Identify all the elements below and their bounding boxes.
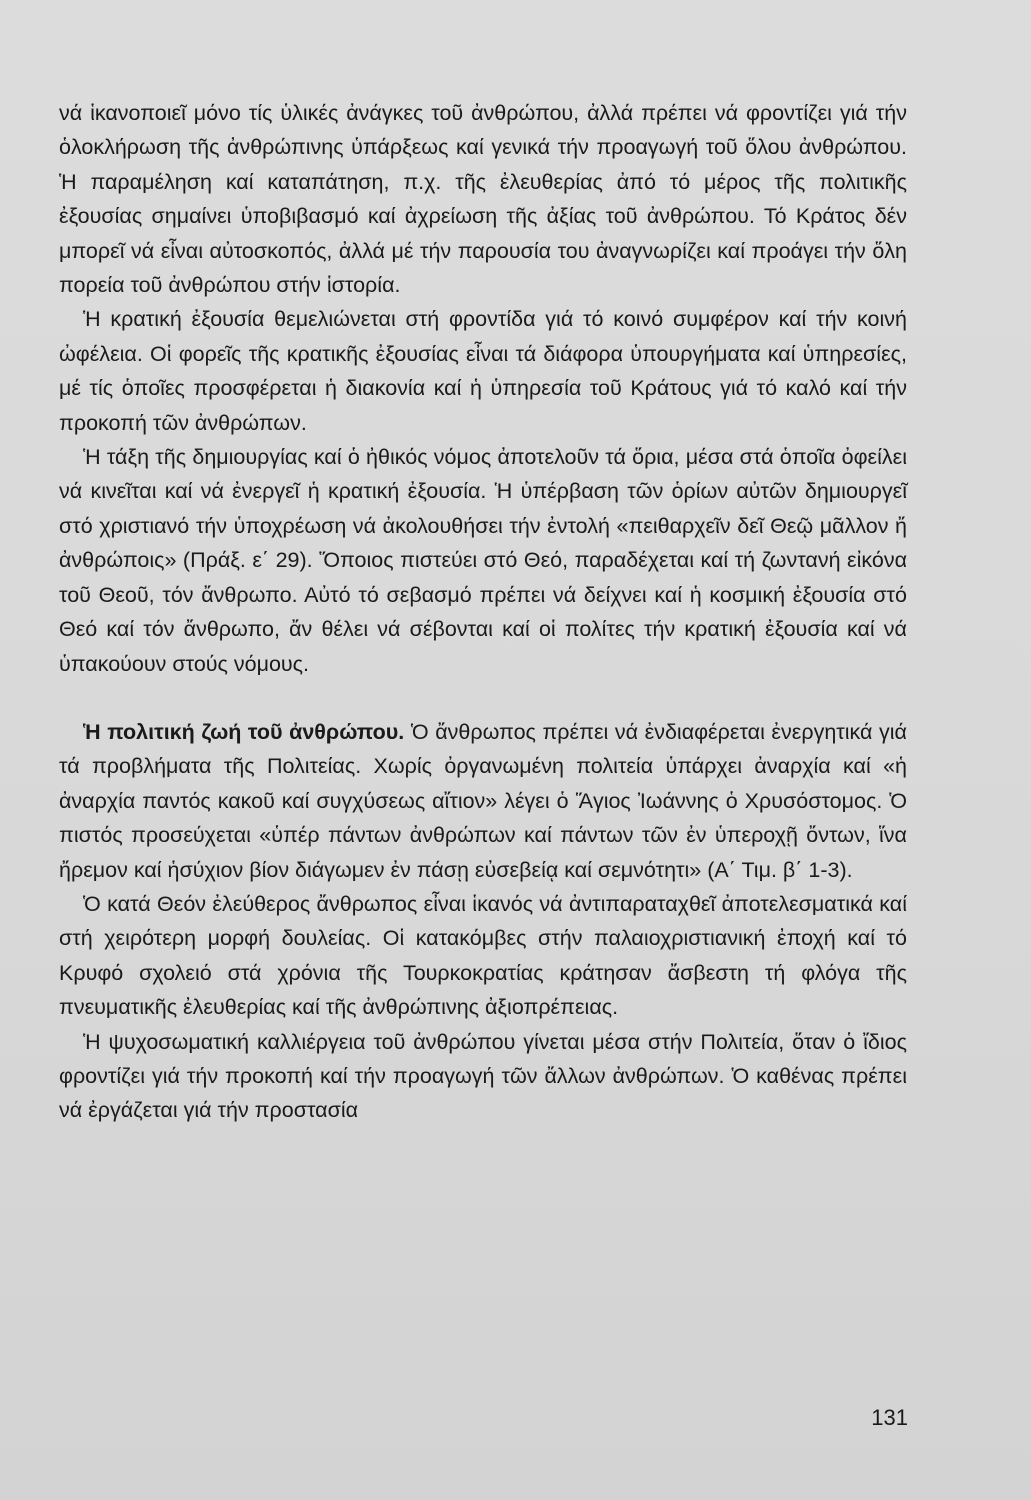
section-heading: Ἡ πολιτική ζωή τοῦ ἀνθρώπου. bbox=[83, 719, 405, 744]
paragraph-4-text: Ὁ ἄνθρωπος πρέπει νά ἐνδιαφέρεται ἐνεργητικά γιά τά προβλήματα τῆς Πολιτείας. Χωρίς ὀργανωμένη πολιτεία ὑπάρχει ἀναρχία καί «ἡ ἀναρχία παντός κακοῦ καί συγχύσεως αἴτιον» λέγει ὁ Ἅγιος Ἰωάννης ὁ Χρυσόστομος. Ὁ πιστός προσεύχεται «ὑπέρ πάντων ἀνθρώπων καί πάντων τῶν ἐν ὑπεροχῇ ὄντων, ἵνα ἤρεμον καί ἡσύχιον βίον διάγωμεν ἐν πάσῃ εὐσεβείᾳ καί σεμνότητι» (Α΄ Τιμ. β΄ 1-3). bbox=[59, 719, 907, 882]
paragraph-4 bbox=[59, 715, 907, 887]
paragraph-6: Ἡ ψυχοσωματική καλλιέργεια τοῦ ἀνθρώπου γίνεται μέσα στήν Πολιτεία, ὅταν ὁ ἴδιος φροντίζει γιά τήν προκοπή καί τήν προαγωγή τῶν ἄλλων ἀνθρώπων. Ὁ καθένας πρέπει νά ἐργάζεται γιά τήν προστασία bbox=[59, 1029, 907, 1123]
paragraph-1: νά ἱκανοποιεῖ μόνο τίς ὑλικές ἀνάγκες τοῦ ἀνθρώπου, ἀλλά πρέπει νά φροντίζει γιά τήν ὁλοκλήρωση τῆς ἀνθρώπινης ὑπάρξεως καί γενικά τήν προαγωγή τοῦ ὅλου ἀνθρώπου. Ἡ παραμέληση καί καταπάτηση, π.χ. τῆς ἐλευθερίας ἀπό τό μέρος τῆς πολιτικῆς ἐξουσίας σημαίνει ὑποβιβασμό καί ἀχρείωση τῆς ἀξίας τοῦ ἀνθρώπου. Τό Κράτος δέν μπορεῖ νά εἶναι αὐτοσκοπός, ἀλλά μέ τήν παρουσία του ἀναγνωρίζει καί προάγει τήν ὅλη πορεία τοῦ ἀνθρώπου στήν ἱστορία. bbox=[59, 101, 907, 298]
paragraph-3: Ἡ τάξη τῆς δημιουργίας καί ὁ ἠθικός νόμος ἀποτελοῦν τά ὅρια, μέσα στά ὁποῖα ὀφείλει νά κινεῖται καί νά ἐνεργεῖ ἡ κρατική ἐξουσία. Ἡ ὑπέρβαση τῶν ὁρίων αὐτῶν δημιουργεῖ στό χριστιανό τήν ὑποχρέωση νά ἀκολουθήσει τήν ἐντολή «πειθαρχεῖν δεῖ Θεῷ μᾶλλον ἤ ἀνθρώποις» (Πράξ. ε΄ 29). Ὅποιος πιστεύει στό Θεό, παραδέχεται καί τή ζωντανή εἰκόνα τοῦ Θεοῦ, τόν ἄνθρωπο. Αὐτό τό σεβασμό πρέπει νά δείχνει καί ἡ κοσμική ἐξουσία στό Θεό καί τόν ἄνθρωπο, ἄν θέλει νά σέβονται καί οἱ πολίτες τήν κρατική ἐξουσία καί νά ὑπακούουν στούς νόμους. bbox=[59, 445, 907, 676]
body-text bbox=[59, 96, 907, 1128]
page-number: 131 bbox=[871, 1405, 908, 1430]
paragraph-2: Ἡ κρατική ἐξουσία θεμελιώνεται στή φροντίδα γιά τό κοινό συμφέρον καί τήν κοινή ὠφέλεια. Οἱ φορεῖς τῆς κρατικῆς ἐξουσίας εἶναι τά διάφορα ὑπουργήματα καί ὑπηρεσίες, μέ τίς ὁποῖες προσφέρεται ἡ διακονία καί ἡ ὑπηρεσία τοῦ Κράτους γιά τό καλό καί τήν προκοπή τῶν ἀνθρώπων. bbox=[59, 307, 907, 435]
section-spacer bbox=[59, 681, 907, 715]
paragraph-5: Ὁ κατά Θεόν ἐλεύθερος ἄνθρωπος εἶναι ἱκανός νά ἀντιπαραταχθεῖ ἀποτελεσματικά καί στή χειρότερη μορφή δουλείας. Οἱ κατακόμβες στήν παλαιοχριστιανική ἐποχή καί τό Κρυφό σχολειό στά χρόνια τῆς Τουρκοκρατίας κράτησαν ἄσβεστη τή φλόγα τῆς πνευματικῆς ἐλευθερίας καί τῆς ἀνθρώπινης ἀξιοπρέπειας. bbox=[59, 891, 907, 1020]
